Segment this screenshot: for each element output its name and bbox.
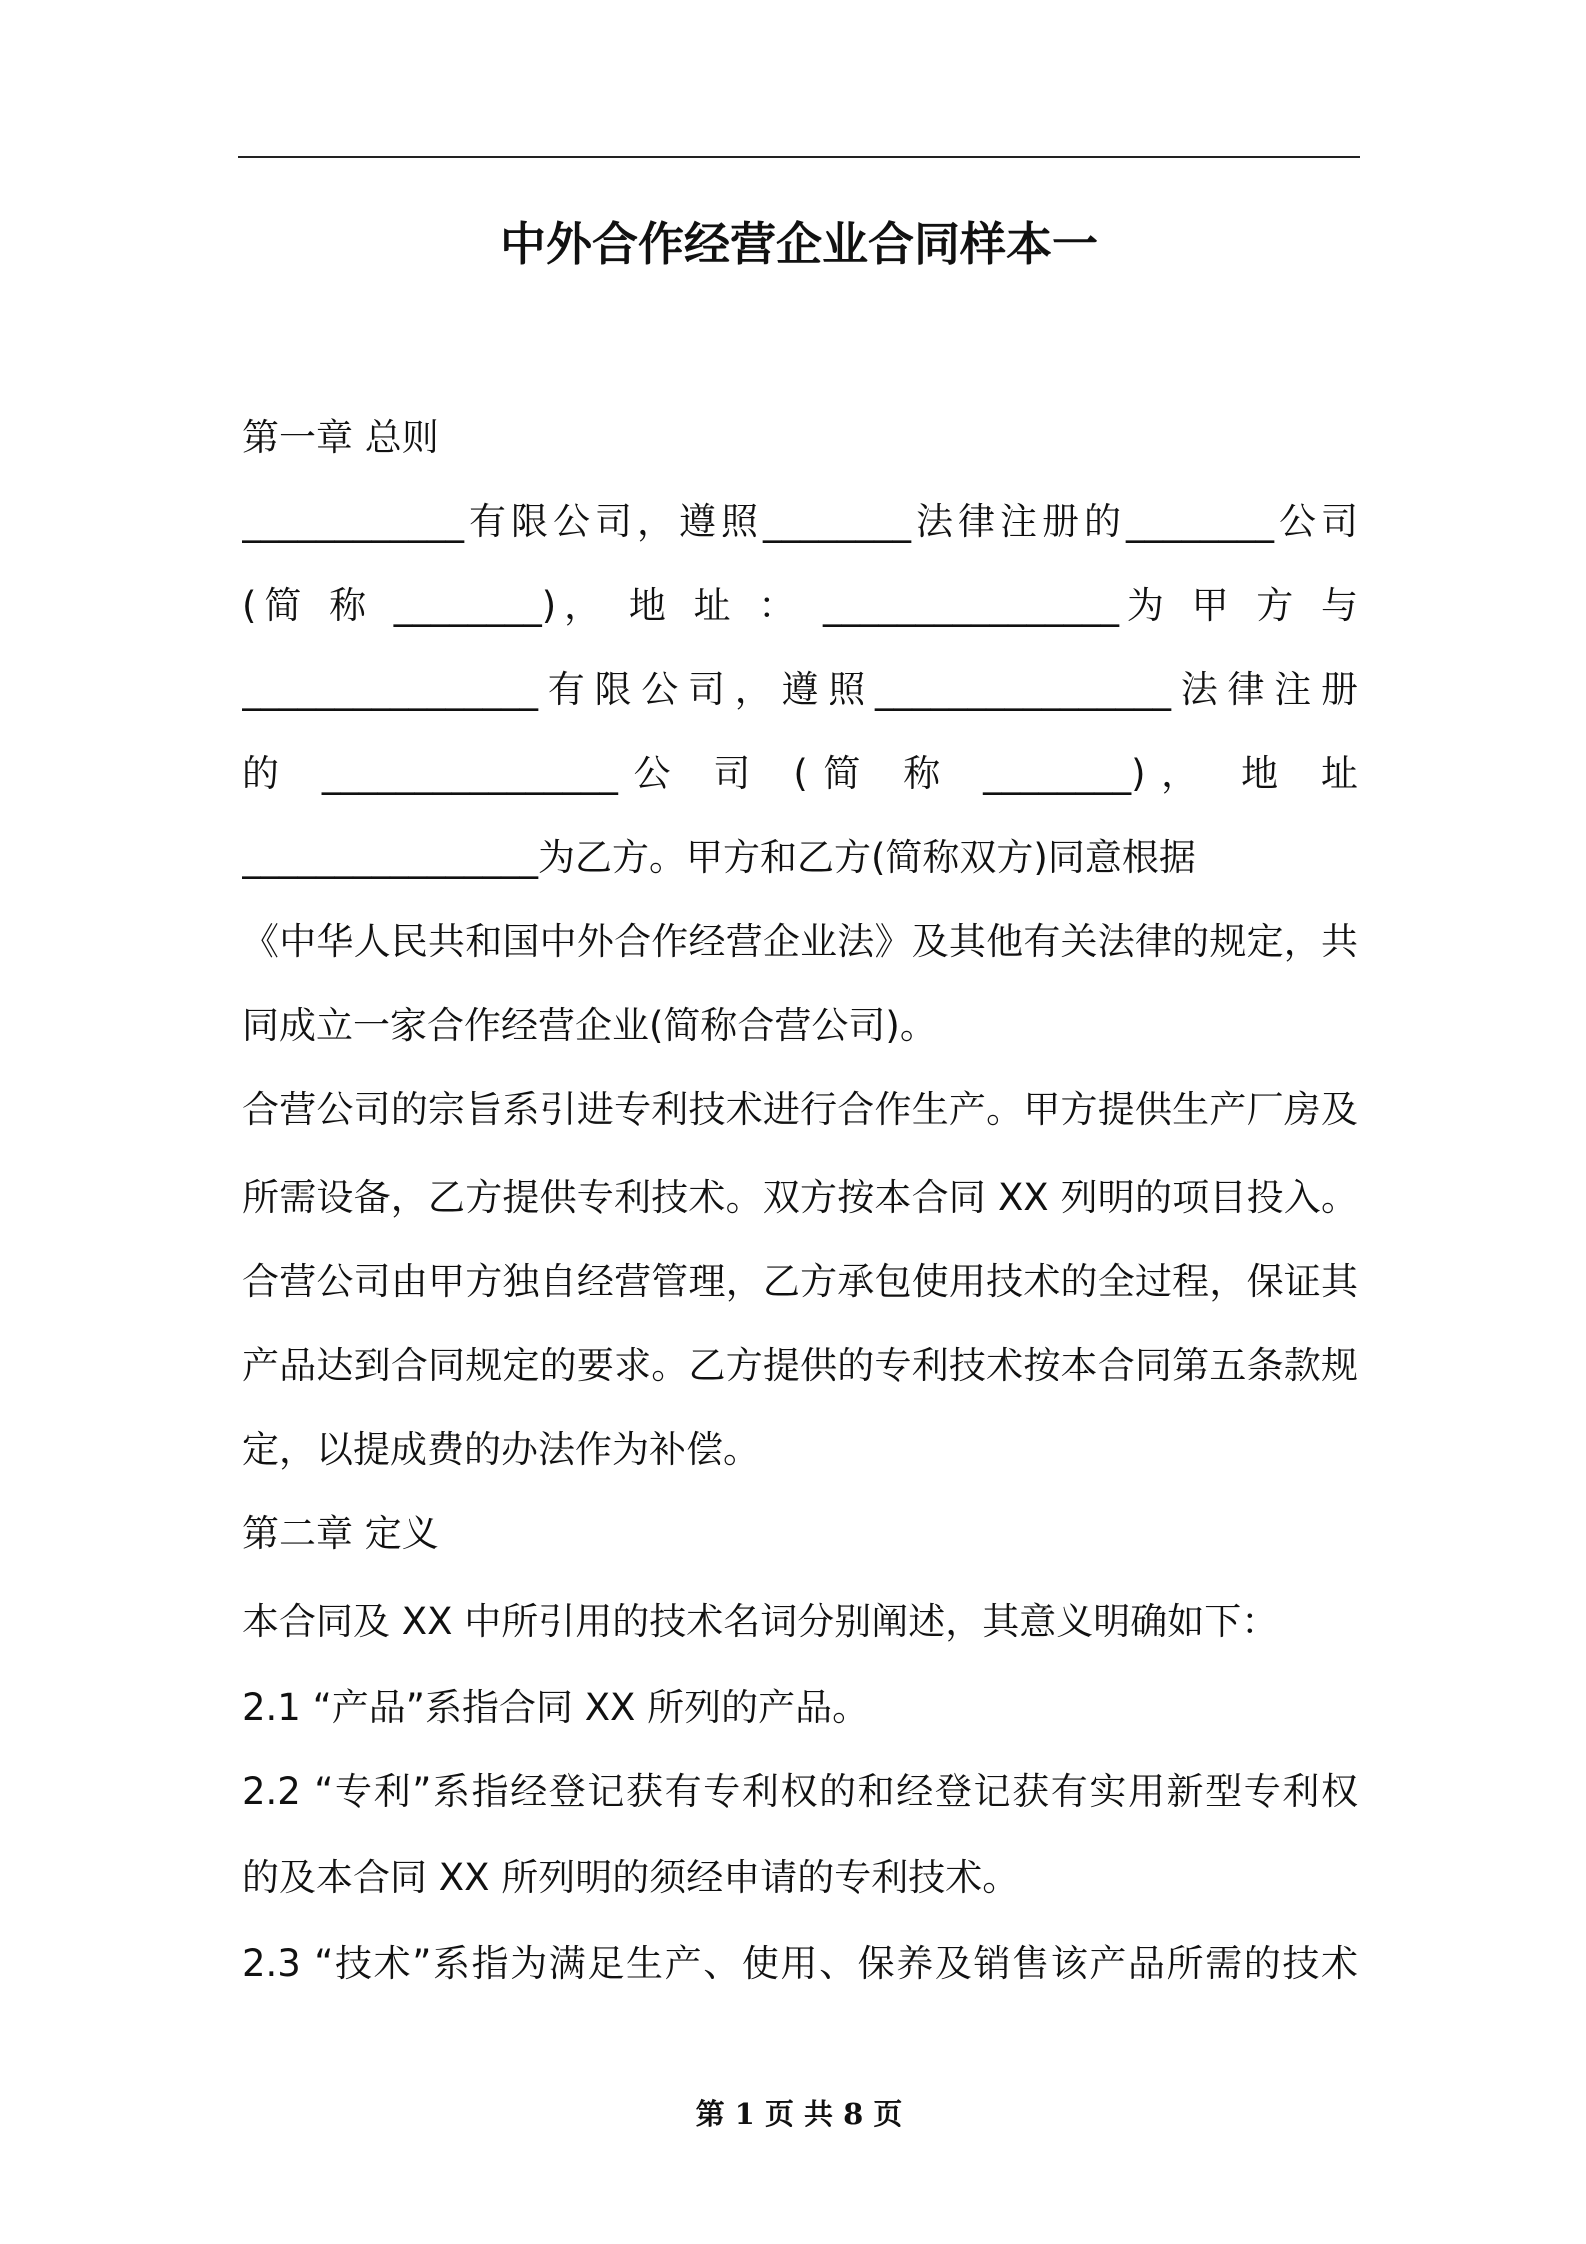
- document-title: 中外合作经营企业合同样本一: [500, 217, 1098, 271]
- body-line: ________________有限公司，遵照________________法律注册: [242, 668, 1358, 711]
- body-line: 所需设备，乙方提供专利技术。双方按本合同 XX 列明的项目投入。: [242, 1176, 1358, 1219]
- page-footer: 第 1 页 共 8 页: [695, 2097, 903, 2131]
- body-line: (简 称 ________)， 地 址 ： ________________为 甲 方 与: [242, 584, 1358, 627]
- body-line: 2.2 “专利”系指经登记获有专利权的和经登记获有实用新型专利权: [242, 1770, 1358, 1813]
- header-rule: [238, 156, 1360, 158]
- body-line: 第二章 定义: [242, 1512, 439, 1555]
- body-line: 产品达到合同规定的要求。乙方提供的专利技术按本合同第五条款规: [242, 1344, 1358, 1387]
- body-line: ____________有限公司，遵照________法律注册的________公司: [242, 500, 1358, 543]
- body-line: 合营公司由甲方独自经营管理，乙方承包使用技术的全过程，保证其: [242, 1260, 1358, 1303]
- body-line: 2.3 “技术”系指为满足生产、使用、保养及销售该产品所需的技术: [242, 1942, 1358, 1985]
- body-line: ________________为乙方。甲方和乙方(简称双方)同意根据: [242, 836, 1196, 879]
- body-line: 定，以提成费的办法作为补偿。: [242, 1428, 760, 1471]
- body-line: 第一章 总则: [242, 416, 439, 459]
- body-line: 合营公司的宗旨系引进专利技术进行合作生产。甲方提供生产厂房及: [242, 1088, 1358, 1131]
- body-line: 《中华人民共和国中外合作经营企业法》及其他有关法律的规定，共: [242, 920, 1358, 963]
- body-line: 2.1 “产品”系指合同 XX 所列的产品。: [242, 1686, 870, 1729]
- body-line: 本合同及 XX 中所引用的技术名词分别阐述，其意义明确如下：: [242, 1600, 1279, 1643]
- body-line: 同成立一家合作经营企业(简称合营公司)。: [242, 1004, 937, 1047]
- body-line: 的 ________________公 司 (简 称 ________)， 地 址: [242, 752, 1358, 795]
- body-line: 的及本合同 XX 所列明的须经申请的专利技术。: [242, 1856, 1020, 1899]
